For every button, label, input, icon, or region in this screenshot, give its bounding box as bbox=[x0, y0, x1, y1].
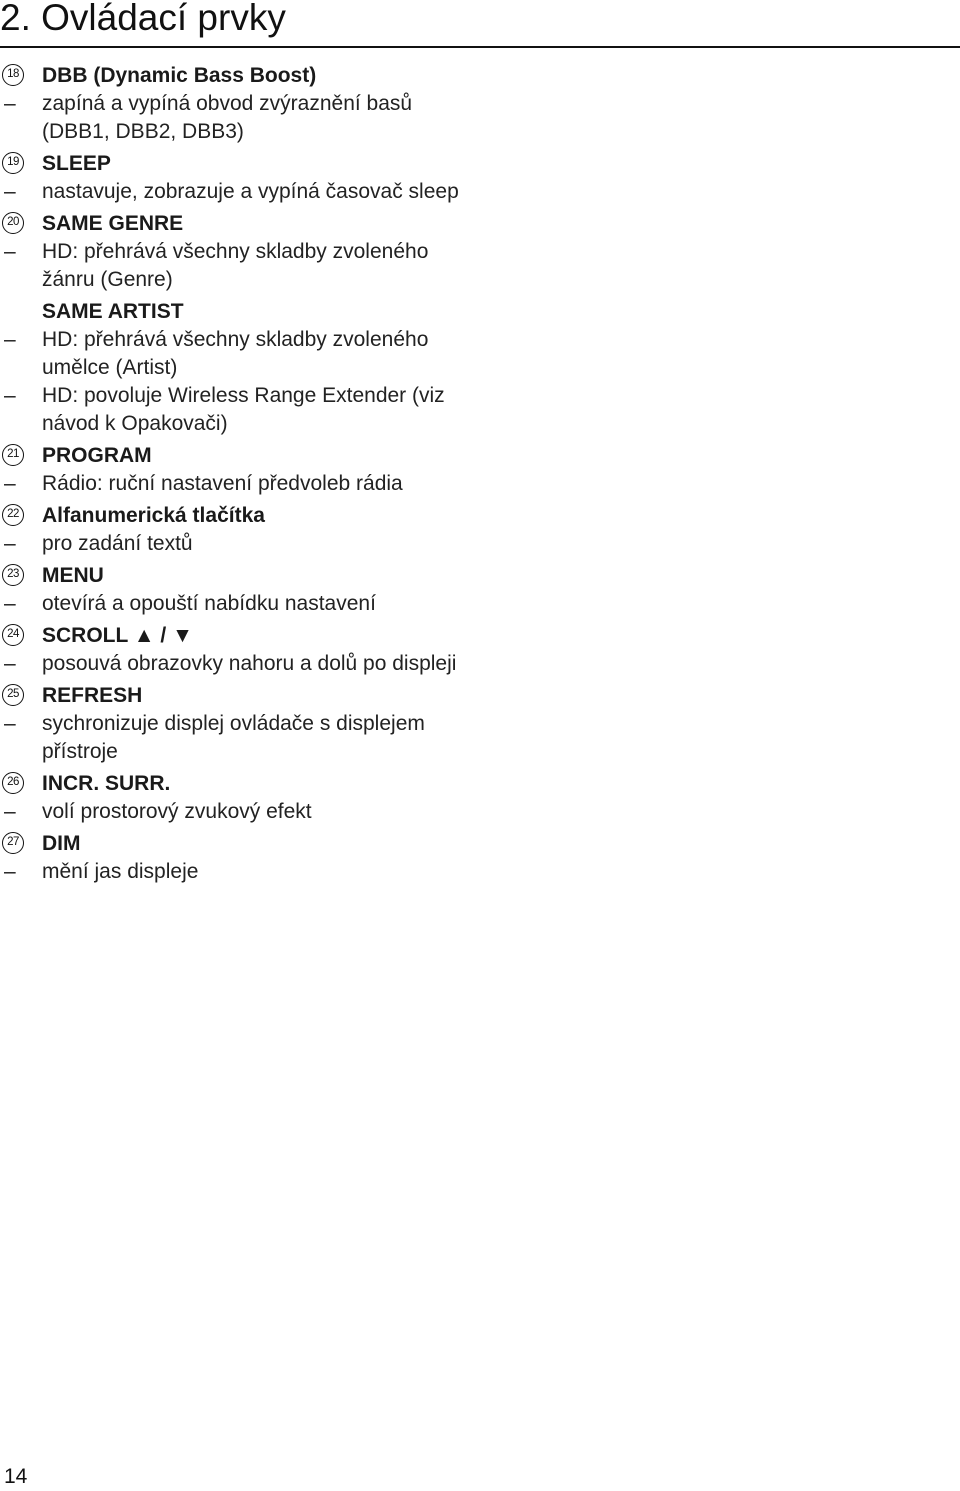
dash-bullet: – bbox=[4, 532, 16, 555]
description-row bbox=[0, 530, 470, 558]
control-heading bbox=[0, 150, 470, 178]
control-title: SAME GENRE bbox=[42, 212, 184, 235]
control-heading bbox=[0, 770, 470, 798]
description-row bbox=[0, 178, 470, 206]
control-heading bbox=[0, 682, 470, 710]
description-row bbox=[0, 858, 470, 886]
control-title: SCROLL ▲ / ▼ bbox=[42, 624, 193, 647]
description-text: HD: přehrává všechny skladby zvoleného žánru (Genre) bbox=[42, 240, 429, 291]
control-title: INCR. SURR. bbox=[42, 772, 171, 795]
dash-bullet: – bbox=[4, 652, 16, 675]
description-row bbox=[0, 470, 470, 498]
control-title: Alfanumerická tlačítka bbox=[42, 504, 265, 527]
description-text: sychronizuje displej ovládače s displejem přístroje bbox=[42, 712, 425, 763]
page-title: 2. Ovládací prvky bbox=[0, 0, 286, 38]
control-heading bbox=[0, 210, 470, 238]
description-text: posouvá obrazovky nahoru a dolů po displeji bbox=[42, 652, 457, 675]
control-heading bbox=[0, 62, 470, 90]
dash-bullet: – bbox=[4, 240, 16, 263]
description-row bbox=[0, 382, 470, 438]
description-text: HD: povoluje Wireless Range Extender (viz návod k Opakovači) bbox=[42, 384, 445, 435]
description-row bbox=[0, 590, 470, 618]
dash-bullet: – bbox=[4, 92, 16, 115]
control-title: MENU bbox=[42, 564, 104, 587]
control-title: SLEEP bbox=[42, 152, 111, 175]
description-row bbox=[0, 710, 470, 766]
dash-bullet: – bbox=[4, 712, 16, 735]
dash-bullet: – bbox=[4, 180, 16, 203]
page-number: 14 bbox=[4, 1465, 28, 1488]
description-row bbox=[0, 238, 470, 294]
description-row bbox=[0, 650, 470, 678]
control-heading bbox=[0, 442, 470, 470]
item-number-badge: 22 bbox=[2, 504, 24, 526]
control-title: DIM bbox=[42, 832, 81, 855]
item-number-badge: 19 bbox=[2, 152, 24, 174]
description-text: nastavuje, zobrazuje a vypíná časovač sleep bbox=[42, 180, 459, 203]
item-number-badge: 24 bbox=[2, 624, 24, 646]
control-heading bbox=[0, 830, 470, 858]
title-divider bbox=[0, 46, 960, 48]
item-number-badge: 20 bbox=[2, 212, 24, 234]
description-text: pro zadání textů bbox=[42, 532, 193, 555]
dash-bullet: – bbox=[4, 800, 16, 823]
control-title: DBB (Dynamic Bass Boost) bbox=[42, 64, 317, 87]
item-number-badge: 21 bbox=[2, 444, 24, 466]
item-number-badge: 26 bbox=[2, 772, 24, 794]
description-row bbox=[0, 326, 470, 382]
controls-list bbox=[0, 62, 470, 886]
dash-bullet: – bbox=[4, 592, 16, 615]
control-heading bbox=[0, 562, 470, 590]
control-heading bbox=[0, 622, 470, 650]
description-text: mění jas displeje bbox=[42, 860, 199, 883]
dash-bullet: – bbox=[4, 860, 16, 883]
item-number-badge: 18 bbox=[2, 64, 24, 86]
description-text: volí prostorový zvukový efekt bbox=[42, 800, 312, 823]
description-row bbox=[0, 90, 470, 146]
control-subheading bbox=[0, 298, 470, 326]
control-title: REFRESH bbox=[42, 684, 143, 707]
description-text: otevírá a opouští nabídku nastavení bbox=[42, 592, 376, 615]
dash-bullet: – bbox=[4, 384, 16, 407]
description-text: zapíná a vypíná obvod zvýraznění basů (DBB1, DBB2, DBB3) bbox=[42, 92, 413, 143]
control-title: SAME ARTIST bbox=[42, 300, 184, 323]
dash-bullet: – bbox=[4, 472, 16, 495]
control-heading bbox=[0, 502, 470, 530]
description-text: HD: přehrává všechny skladby zvoleného umělce (Artist) bbox=[42, 328, 429, 379]
item-number-badge: 23 bbox=[2, 564, 24, 586]
item-number-badge: 27 bbox=[2, 832, 24, 854]
description-text: Rádio: ruční nastavení předvoleb rádia bbox=[42, 472, 403, 495]
description-row bbox=[0, 798, 470, 826]
control-title: PROGRAM bbox=[42, 444, 152, 467]
item-number-badge: 25 bbox=[2, 684, 24, 706]
dash-bullet: – bbox=[4, 328, 16, 351]
